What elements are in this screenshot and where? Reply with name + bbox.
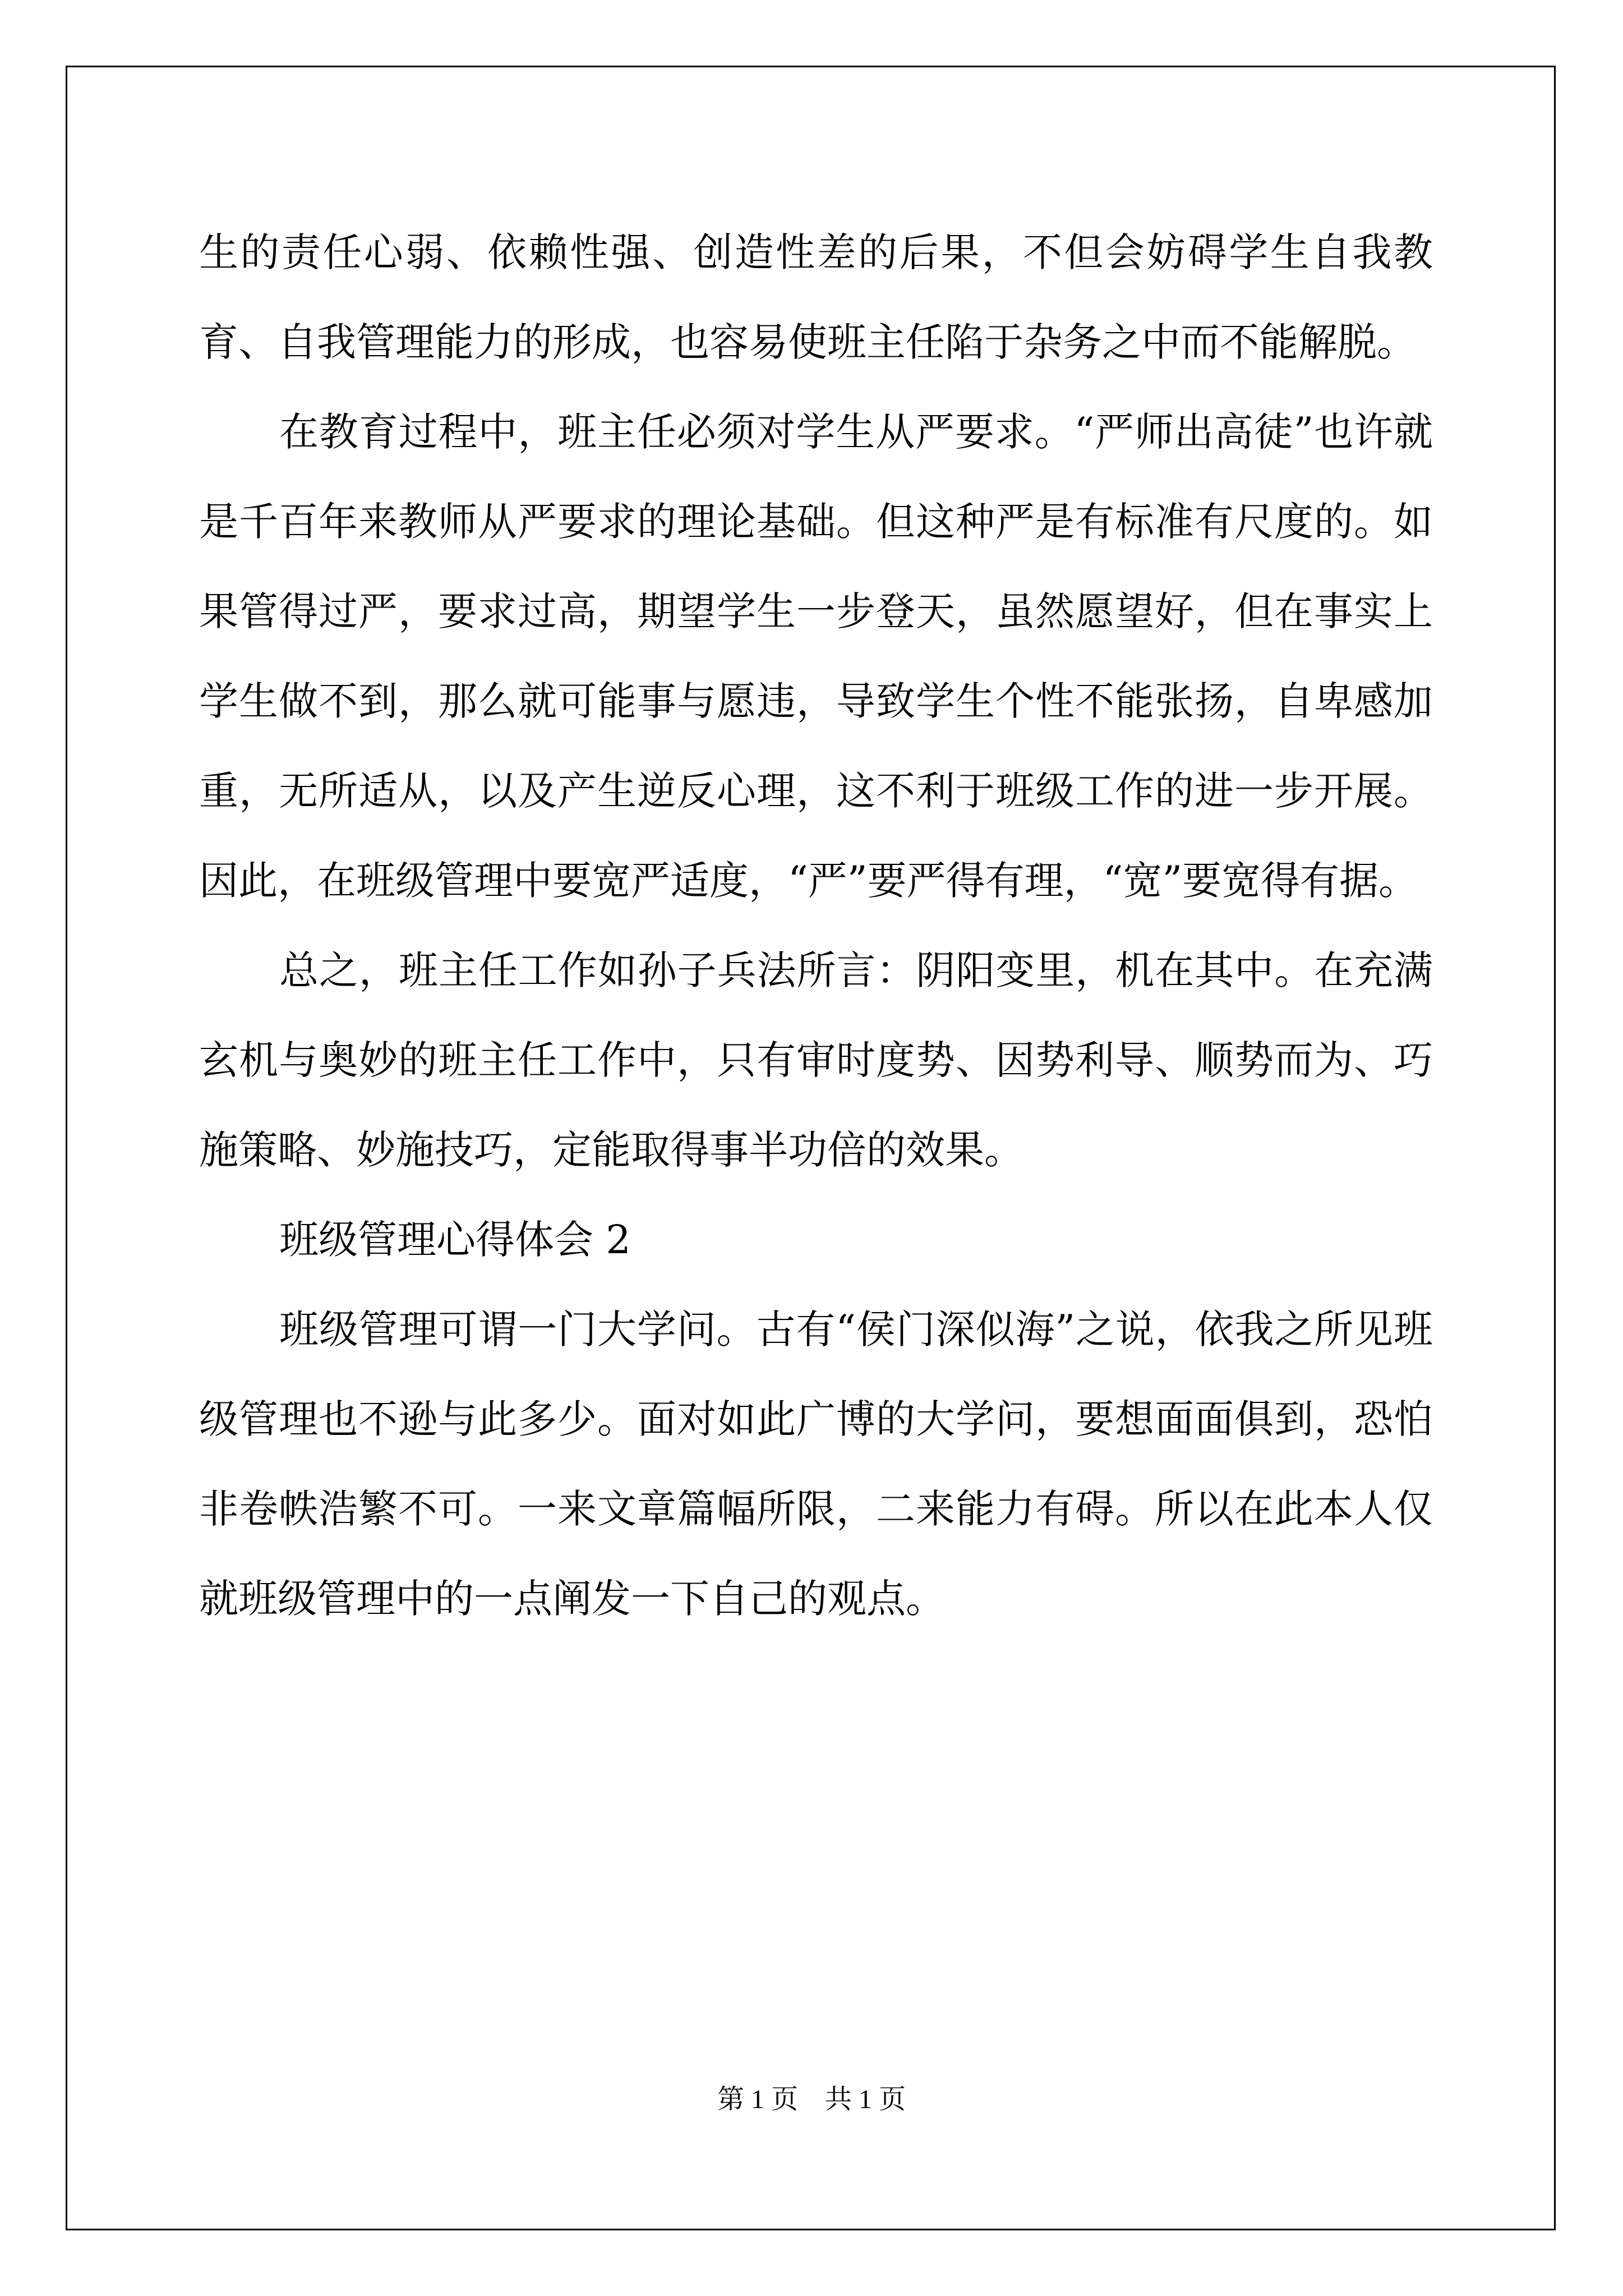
paragraph-continuation: 生的责任心弱、依赖性强、创造性差的后果，不但会妨碍学生自我教育、自我管理能力的形成，也容易使班主任陷于杂务之中而不能解脱。: [199, 229, 1433, 365]
document-body: [199, 208, 1433, 1644]
paragraph-strict-requirements: 在教育过程中，班主任必须对学生从严要求。“严师出高徒”也许就是千百年来教师从严要求的理论基础。但这种严是有标准有尺度的。如果管得过严，要求过高，期望学生一步登天，虽然愿望好，但在事实上学生做不到，那么就可能事与愿违，导致学生个性不能张扬，自卑感加重，无所适从，以及产生逆反心理，这不利于班级工作的进一步开展。因此，在班级管理中要宽严适度，“严”要严得有理，“宽”要宽得有据。: [199, 409, 1433, 904]
page-footer: 第 1 页 共 1 页: [717, 2085, 906, 2114]
paragraph-conclusion: 总之，班主任工作如孙子兵法所言：阴阳变里，机在其中。在充满玄机与奥妙的班主任工作中，只有审时度势、因势利导、顺势而为、巧施策略、妙施技巧，定能取得事半功倍的效果。: [199, 947, 1433, 1173]
section-heading: 班级管理心得体会 2: [279, 1217, 631, 1263]
paragraph-class-management: 班级管理可谓一门大学问。古有“侯门深似海”之说，依我之所见班级管理也不逊与此多少。面对如此广博的大学问，要想面面俱到，恐怕非卷帙浩繁不可。一来文章篇幅所限，二来能力有碍。所以在此本人仅就班级管理中的一点阐发一下自己的观点。: [199, 1306, 1433, 1622]
